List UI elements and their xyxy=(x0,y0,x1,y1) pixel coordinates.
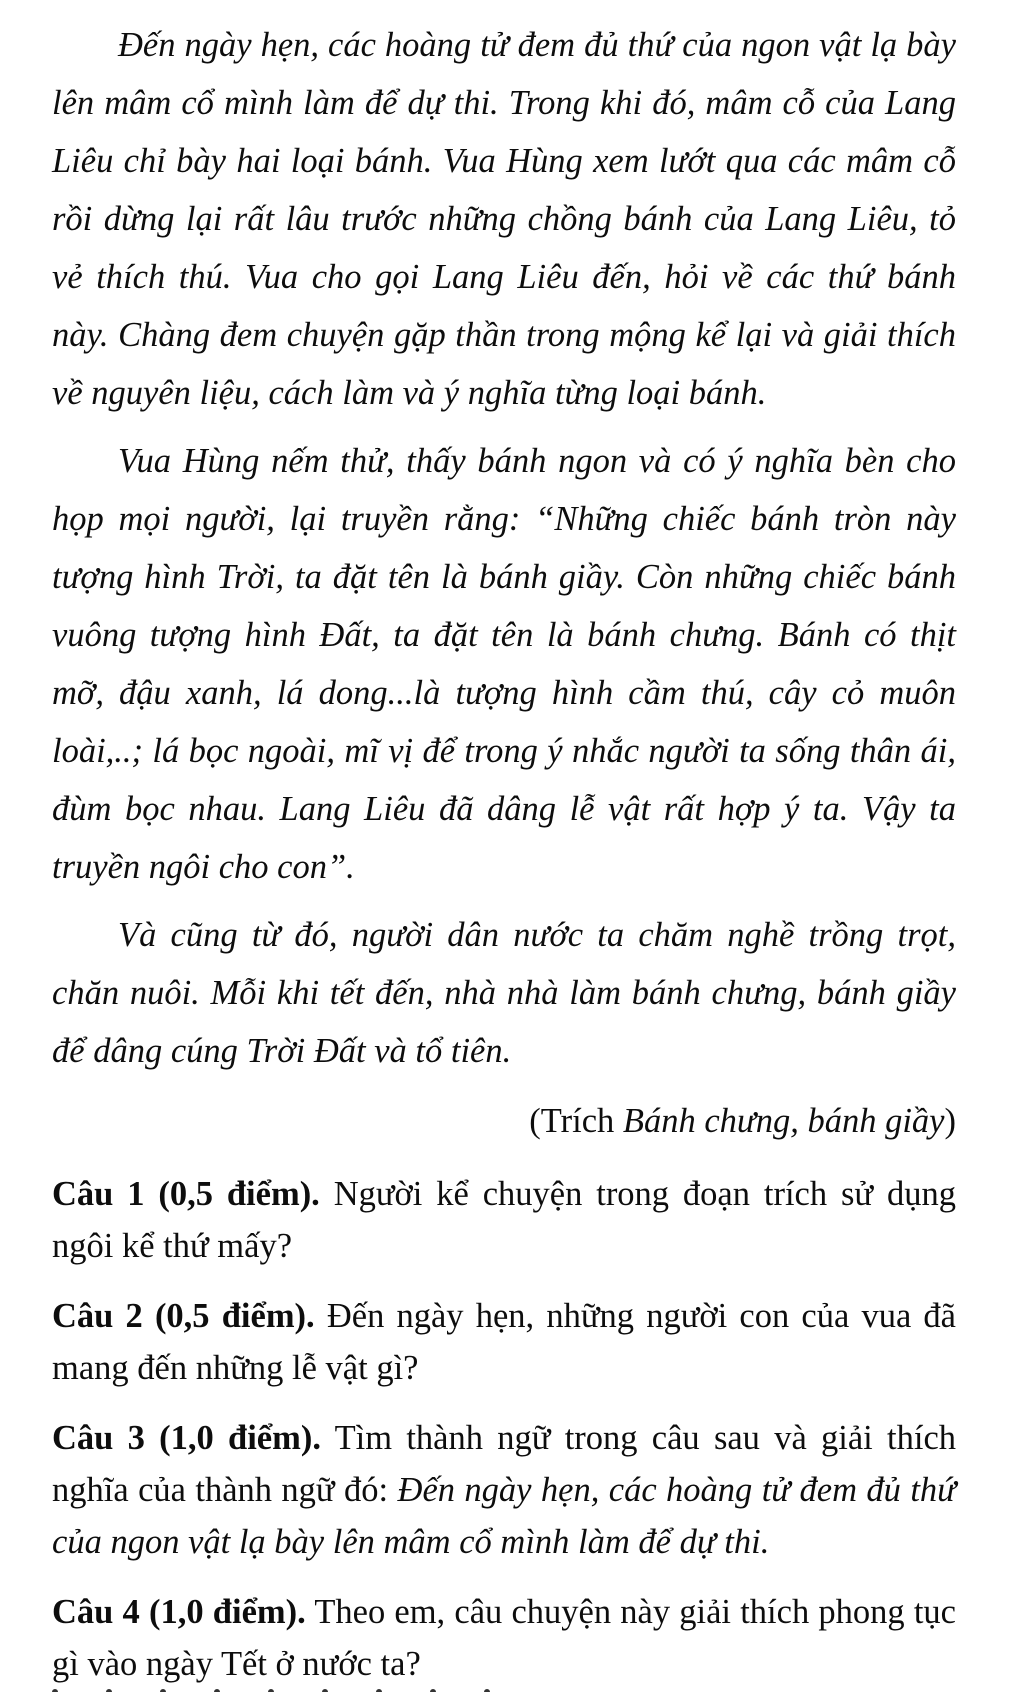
document-page xyxy=(52,16,956,1690)
question-4-text: Theo em, câu chuyện này giải thích phong tục gì vào ngày Tết ở nước ta? xyxy=(52,1593,956,1683)
question-2-label: Câu 2 (0,5 điểm). xyxy=(52,1297,315,1335)
question-3-text: Tìm thành ngữ trong câu sau và giải thích nghĩa của thành ngữ đó: xyxy=(52,1419,957,1509)
question-3-label: Câu 3 (1,0 điểm). xyxy=(52,1419,321,1457)
source-prefix: (Trích xyxy=(529,1102,623,1140)
story-paragraph-1: Đến ngày hẹn, các hoàng tử đem đủ thứ của ngon vật lạ bày lên mâm cổ mình làm để dự thi. Trong khi đó, mâm cỗ của Lang Liêu chỉ bày hai loại bánh. Vua Hùng xem lướt qua các mâm cỗ rồi dừng lại rất lâu trước những chồng bánh của Lang Liêu, tỏ vẻ thích thú. Vua cho gọi Lang Liêu đến, hỏi về các thứ bánh này. Chàng đem chuyện gặp thần trong mộng kể lại và giải thích về nguyên liệu, cách làm và ý nghĩa từng loại bánh. xyxy=(52,26,956,412)
cut-off-text-line xyxy=(52,1682,552,1692)
story-paragraph-2: Vua Hùng nếm thử, thấy bánh ngon và có ý nghĩa bèn cho họp mọi người, lại truyền rằng: “Những chiếc bánh tròn này tượng hình Trời, ta đặt tên là bánh giầy. Còn những chiếc bánh vuông tượng hình Đất, ta đặt tên là bánh chưng. Bánh có thịt mỡ, đậu xanh, lá dong...là tượng hình cầm thú, cây cỏ muôn loài,..; lá bọc ngoài, mĩ vị để trong ý nhắc người ta sống thân ái, đùm bọc nhau. Lang Liêu đã dâng lễ vật rất hợp ý ta. Vậy ta truyền ngôi cho con”. xyxy=(52,442,956,886)
question-4 xyxy=(52,1586,956,1690)
question-1-text: Người kể chuyện trong đoạn trích sử dụng ngôi kể thứ mấy? xyxy=(52,1175,956,1265)
question-2 xyxy=(52,1290,956,1394)
source-title: Bánh chưng, bánh giầy xyxy=(622,1102,945,1140)
question-3-quote: Đến ngày hẹn, các hoàng tử đem đủ thứ của ngon vật lạ bày lên mâm cổ mình làm để dự thi. xyxy=(52,1471,956,1561)
source-suffix: ) xyxy=(944,1102,956,1140)
question-4-label: Câu 4 (1,0 điểm). xyxy=(52,1593,306,1631)
question-2-text: Đến ngày hẹn, những người con của vua đã mang đến những lễ vật gì? xyxy=(52,1297,956,1387)
question-3 xyxy=(52,1412,956,1568)
question-1-label: Câu 1 (0,5 điểm). xyxy=(52,1175,320,1213)
source-citation xyxy=(52,1092,956,1150)
story-paragraph-3: Và cũng từ đó, người dân nước ta chăm nghề trồng trọt, chăn nuôi. Mỗi khi tết đến, nhà nhà làm bánh chưng, bánh giầy để dâng cúng Trời Đất và tổ tiên. xyxy=(52,916,956,1070)
question-1 xyxy=(52,1168,956,1272)
